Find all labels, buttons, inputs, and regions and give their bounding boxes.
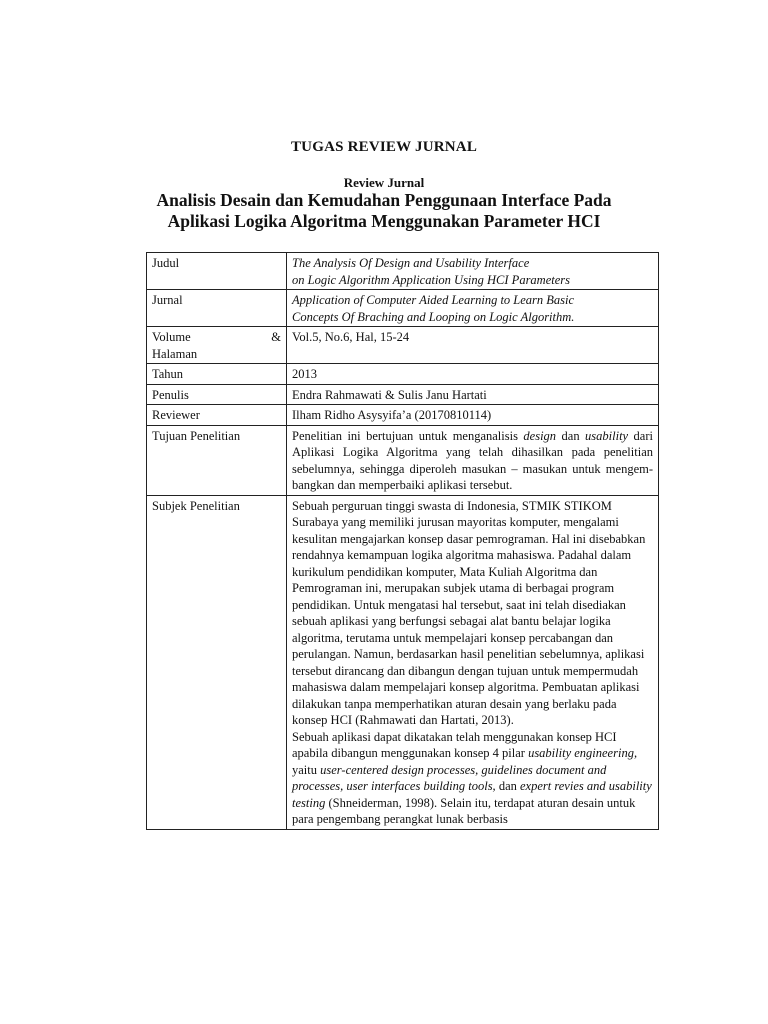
tahun-label: Tahun [147,364,287,385]
judul-value [287,253,659,290]
tujuan-text-2: design [523,428,557,443]
judul-line-1: The Analysis Of Design and Usability Interface [292,256,530,270]
subjek-p2-text-a: Sebuah aplikasi dapat dikatakan telah menggunakan konsep HCI apabila dibangun menggunakan konsep 4 pilar [292,729,617,760]
penulis-label: Penulis [147,384,287,405]
review-table [146,252,659,830]
row-subjek [147,495,659,829]
penulis-value: Endra Rahmawati & Sulis Janu Hartati [287,384,659,405]
judul-line-2: on Logic Algorithm Application Using HCI Parameters [292,272,571,287]
jurnal-line-1: Application of Computer Aided Learning to Learn Basic [292,293,575,307]
document-title: TUGAS REVIEW JURNAL [290,139,478,155]
volume-label-amp: & [271,330,281,344]
tujuan-label: Tujuan Penelitian [147,425,287,495]
tujuan-text-5: dari Aplikasi Logika Algoritma yang telah dihasilkan pada penelitian sebelumnya, sehingga diperoleh masukan – masukan untuk mengem-bangkan dan memperbaiki aplikasi tersebut. [292,428,653,492]
subjek-p2-text-c: yaitu [292,762,321,777]
tujuan-text-1: Penelitian ini bertujuan untuk menganalisis [292,428,524,443]
heading-line-2: Aplikasi Logika Algoritma Menggunakan Parameter HCI [167,211,601,231]
jurnal-line-2: Concepts Of Braching and Looping on Logic Algorithm. [292,309,575,324]
volume-value: Vol.5, No.6, Hal, 15-24 [287,327,659,364]
heading-line-1: Analisis Desain dan Kemudahan Penggunaan Interface Pada [156,190,612,210]
row-tujuan [147,425,659,495]
subjek-p2-text-e: dan [495,779,520,793]
subjek-label: Subjek Penelitian [147,495,287,829]
tujuan-value [287,425,659,495]
subjek-p2-text-b: usability engineering, [528,746,638,760]
subjek-p2-text-f: expert revies and usability testing [292,779,652,810]
subjek-paragraph-2 [292,729,653,828]
volume-label [147,327,287,364]
document-heading [0,190,768,232]
subjek-p2-text-g: (Shneiderman, 1998). Selain itu, terdapat aturan desain untuk para pengembang perangkat lunak berbasis [292,795,636,826]
document-subtitle: Review Jurnal [343,175,425,190]
volume-label-a: Volume [152,330,191,344]
volume-label-b: Halaman [152,346,198,361]
row-volume [147,327,659,364]
tujuan-text-4: usability [585,428,629,443]
row-judul [147,253,659,290]
row-jurnal [147,290,659,327]
row-reviewer [147,405,659,426]
row-penulis [147,384,659,405]
row-tahun [147,364,659,385]
tahun-value: 2013 [287,364,659,385]
judul-label: Judul [147,253,287,290]
reviewer-label: Reviewer [147,405,287,426]
subjek-p2-text-d: user-centered design processes, guidelines document and processes, user interfaces building tools, [292,762,607,793]
tujuan-text-3: dan [556,428,586,443]
jurnal-value [287,290,659,327]
subjek-value [287,495,659,829]
jurnal-label: Jurnal [147,290,287,327]
subjek-paragraph-1: Sebuah perguruan tinggi swasta di Indonesia, STMIK STIKOM Surabaya yang memiliki jurusan mayoritas komputer, mengalami kesulitan mengajarkan konsep dasar pemrograman. Hal ini disebabkan rendahnya kemampuan logika algoritma mahasiswa. Padahal dalam kurikulum pendidikan komputer, Mata Kuliah Algoritma dan Pemrograman ini, merupakan subjek utama di berbagai program pendidikan. Untuk mengatasi hal tersebut, saat ini telah disediakan sebuah aplikasi yang berfungsi sebagai alat bantu belajar logika algoritma, terutama untuk mempelajari konsep percabangan dan perulangan. Namun, berdasarkan hasil penelitian sebelumnya, aplikasi tersebut dirancang dan dibangun dengan tujuan untuk mempermudah mahasiswa dalam mempelajari konsep algoritma. Pembuatan aplikasi dilakukan tanpa memperhatikan aturan desain yang berlaku pada konsep HCI (Rahmawati dan Hartati, 2013). [292,498,646,727]
reviewer-value: Ilham Ridho Asysyifa’a (20170810114) [287,405,659,426]
